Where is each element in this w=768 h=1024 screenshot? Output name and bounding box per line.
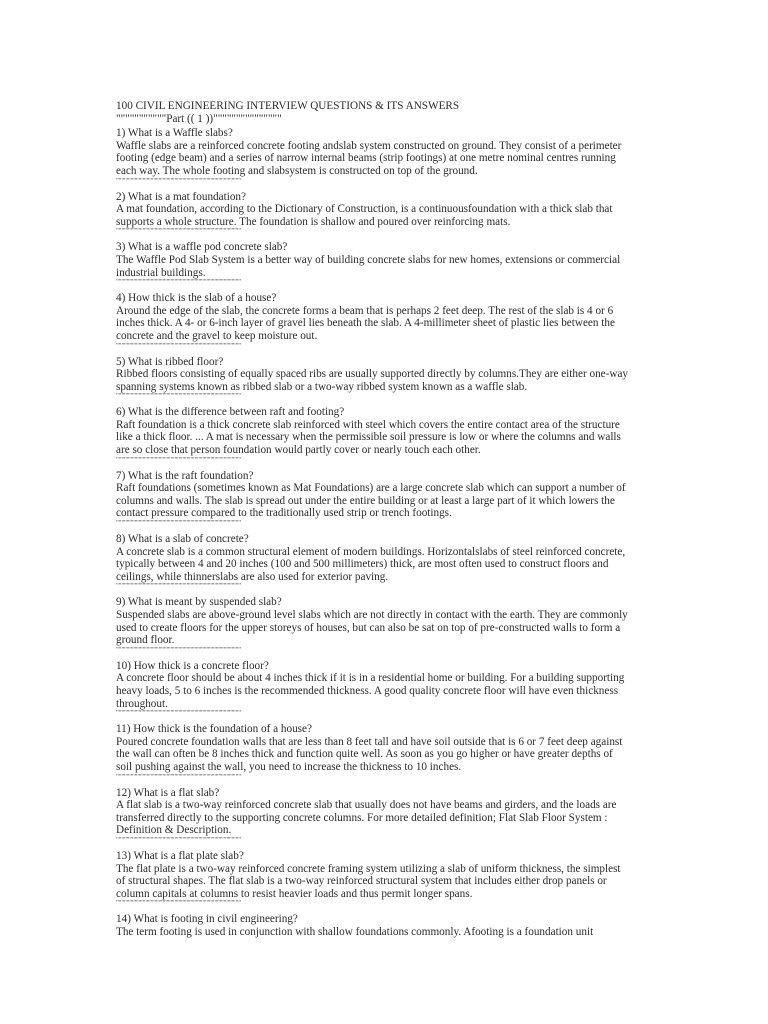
answer-line: are so close that person foundation would partly cover or nearly touch each other. xyxy=(116,444,481,457)
question-text: 6) What is the difference between raft and footing? xyxy=(116,406,345,419)
question-text: 3) What is a waffle pod concrete slab? xyxy=(116,241,288,254)
answer-line: ground floor. xyxy=(116,634,175,647)
question-text: 10) How thick is a concrete floor? xyxy=(116,659,269,672)
question-text: 14) What is footing in civil engineering? xyxy=(116,913,298,926)
separator-line: """"""""""""""""""""""""""""""""""""""""""""""" xyxy=(116,393,241,401)
question-block xyxy=(116,470,648,527)
answer-line: Suspended slabs are above-ground level slabs which are not directly in contact with the earth. They are commonly xyxy=(116,609,628,621)
question-block xyxy=(116,596,648,653)
answer-line: Raft foundation is a thick concrete slab reinforced with steel which covers the entire contact area of the structure xyxy=(116,418,620,431)
separator-line: """"""""""""""""""""""""""""""""""""""""""""""" xyxy=(116,646,241,654)
question-text: 4) How thick is the slab of a house? xyxy=(116,292,277,305)
answer-line: Around the edge of the slab, the concrete forms a beam that is perhaps 2 feet deep. The rest of the slab is 4 or 6 xyxy=(116,304,614,317)
answer-line: A concrete slab is a common structural element of modern buildings. Horizontalslabs of steel reinforced concrete, xyxy=(116,545,626,558)
separator-line: """"""""""""""""""""""""""""""""""""""""""""""" xyxy=(116,900,241,908)
document-title: 100 CIVIL ENGINEERING INTERVIEW QUESTIONS & ITS ANSWERS xyxy=(116,100,460,112)
answer-line: concrete and the gravel to keep moisture out. xyxy=(116,329,318,342)
answer-line: supports a whole structure. The foundation is shallow and poured over reinforcing mats. xyxy=(116,215,511,228)
answer-line: Raft foundations (sometimes known as Mat Foundations) are a large concrete slab which can support a number of xyxy=(116,482,626,495)
question-block xyxy=(116,787,648,844)
answer-line: A mat foundation, according to the Dictionary of Construction, is a continuousfoundation with a thick slab that xyxy=(116,203,613,216)
separator-line: """"""""""""""""""""""""""""""""""""""""""""""" xyxy=(116,583,241,591)
question-block xyxy=(116,406,648,463)
separator-line: """"""""""""""""""""""""""""""""""""""""""""""" xyxy=(116,520,241,528)
answer-line: Definition & Description. xyxy=(116,824,232,837)
answer-line: The term footing is used in conjunction with shallow foundations commonly. Afooting is a foundation unit xyxy=(116,925,594,938)
answer-line: The flat plate is a two-way reinforced concrete framing system utilizing a slab of uniform thickness, the simplest xyxy=(116,862,621,875)
answer-line: throughout. xyxy=(116,697,168,710)
separator-line: """"""""""""""""""""""""""""""""""""""""""""""" xyxy=(116,773,241,781)
answer-line: soil pushing against the wall, you need to increase the thickness to 10 inches. xyxy=(116,760,462,773)
answer-line: inches thick. A 4- or 6-inch layer of gravel lies beneath the slab. A 4-millimeter sheet of plastic lies between the xyxy=(116,317,615,330)
question-block xyxy=(116,127,648,184)
question-block xyxy=(116,292,648,349)
answer-line: spanning systems known as ribbed slab or a two-way ribbed system known as a waffle slab. xyxy=(116,380,528,393)
separator-line: """"""""""""""""""""""""""""""""""""""""""""""" xyxy=(116,836,241,844)
question-block xyxy=(116,913,648,938)
separator-line: """"""""""""""""""""""""""""""""""""""""""""""" xyxy=(116,710,241,718)
question-block xyxy=(116,356,648,401)
answer-line: typically between 4 and 20 inches (100 and 500 millimeters) thick, are most often used to construct floors and xyxy=(116,558,609,571)
separator-line: """"""""""""""""""""""""""""""""""""""""""""""" xyxy=(116,177,241,185)
answer-line: transferred directly to the supporting concrete columns. For more detailed definition; Flat Slab Floor System : xyxy=(116,811,608,824)
answer-line: industrial buildings. xyxy=(116,266,206,279)
answer-line: contact pressure compared to the traditionally used strip or trench footings. xyxy=(116,507,452,520)
separator-line: """"""""""""""""""""""""""""""""""""""""""""""" xyxy=(116,342,241,350)
question-text: 5) What is ribbed floor? xyxy=(116,355,224,368)
answer-line: column capitals at columns to resist heavier loads and thus permit longer spans. xyxy=(116,887,473,900)
question-list xyxy=(116,127,648,938)
answer-line: Ribbed floors consisting of equally spaced ribs are usually supported directly by columns.They are either one-way xyxy=(116,368,628,381)
question-text: 1) What is a Waffle slabs? xyxy=(116,127,233,140)
separator-line: """"""""""""""""""""""""""""""""""""""""""""""" xyxy=(116,279,241,287)
answer-line: columns and walls. The slab is spread out under the entire building or at least a large part of it which lowers the xyxy=(116,494,615,507)
answer-line: Poured concrete foundation walls that are less than 8 feet tall and have soil outside that is 6 or 7 feet deep against xyxy=(116,735,623,748)
question-text: 7) What is the raft foundation? xyxy=(116,469,254,482)
answer-line: heavy loads, 5 to 6 inches is the recommended thickness. A good quality concrete floor will have even thickness xyxy=(116,684,619,697)
answer-line: the wall can often be 8 inches thick and function quite well. As soon as you go higher or have greater depths of xyxy=(116,748,613,761)
answer-line: of structural shapes. The flat slab is a two-way reinforced structural system that includes either drop panels or xyxy=(116,875,607,888)
question-text: 11) How thick is the foundation of a house? xyxy=(116,723,312,736)
question-block xyxy=(116,533,648,590)
answer-line: The Waffle Pod Slab System is a better way of building concrete slabs for new homes, extensions or commercial xyxy=(116,253,621,266)
separator-line: """"""""""""""""""""""""""""""""""""""""""""""" xyxy=(116,456,241,464)
question-block xyxy=(116,723,648,780)
part-heading: """""""""""Part (( 1 ))""""""""""""""" xyxy=(116,112,282,125)
answer-line: used to create floors for the upper storeys of houses, but can also be sat on top of pre-constructed walls to form a xyxy=(116,621,621,634)
answer-line: A flat slab is a two-way reinforced concrete slab that usually does not have beams and girders, and the loads are xyxy=(116,799,617,812)
answer-line: like a thick floor. ... A mat is necessary when the permissible soil pressure is low or where the columns and walls xyxy=(116,431,621,444)
separator-line: """"""""""""""""""""""""""""""""""""""""""""""" xyxy=(116,228,241,236)
question-block xyxy=(116,241,648,286)
question-block xyxy=(116,191,648,236)
answer-line: Waffle slabs are a reinforced concrete footing andslab system constructed on ground. They consist of a perimeter xyxy=(116,139,622,152)
question-text: 9) What is meant by suspended slab? xyxy=(116,596,282,609)
question-block xyxy=(116,850,648,907)
answer-line: ceilings, while thinnerslabs are also used for exterior paving. xyxy=(116,570,389,583)
question-text: 8) What is a slab of concrete? xyxy=(116,533,249,546)
question-text: 12) What is a flat slab? xyxy=(116,786,220,799)
question-block xyxy=(116,660,648,717)
answer-line: A concrete floor should be about 4 inches thick if it is in a residential home or building. For a building supporting xyxy=(116,672,625,685)
question-text: 2) What is a mat foundation? xyxy=(116,190,246,203)
answer-line: footing (edge beam) and a series of narrow internal beams (strip footings) at one metre nominal centres running xyxy=(116,152,616,165)
question-text: 13) What is a flat plate slab? xyxy=(116,849,244,862)
answer-line: each way. The whole footing and slabsystem is constructed on top of the ground. xyxy=(116,164,478,177)
